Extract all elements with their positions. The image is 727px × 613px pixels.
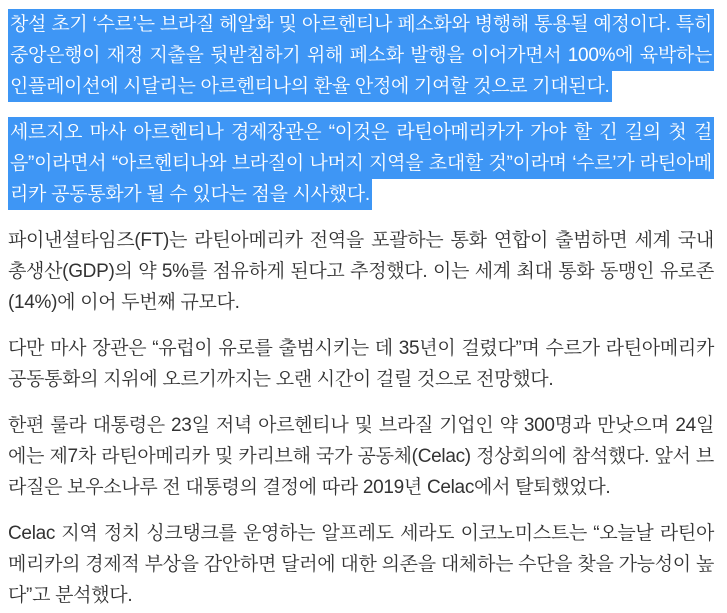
article-paragraph	[8, 117, 714, 210]
paragraph-text-selected: 창설 초기 ‘수르’는 브라질 헤알화 및 아르헨티나 페소화와 병행해 통용될 예정이다. 특히 중앙은행이 재정 지출을 뒷받침하기 위해 페소화 발행을 이어가면서 100%에 육박하는 인플레이션에 시달리는 아르헨티나의 환율 안정에 기여할 것으로 기대된다.	[8, 9, 714, 102]
paragraph-text: Celac 지역 정치 싱크탱크를 운영하는 알프레도 세라도 이코노미스트는 “오늘날 라틴아메리카의 경제적 부상을 감안하면 달러에 대한 의존을 대체하는 수단을 찾을 가능성이 높다”고 분석했다.	[8, 523, 714, 606]
article-paragraph	[8, 333, 714, 395]
paragraph-text: 한편 룰라 대통령은 23일 저녁 아르헨티나 및 브라질 기업인 약 300명과 만낫으며 24일에는 제7차 라틴아메리카 및 카리브해 국가 공동체(Celac) 정상회의에 참석했다. 앞서 브라질은 보우소나루 전 대통령의 결정에 따라 2019년 Celac에서 탈퇴했었다.	[8, 415, 714, 498]
article-paragraph	[8, 410, 714, 503]
article-paragraph	[8, 518, 714, 611]
paragraph-text: 파이낸셜타임즈(FT)는 라틴아메리카 전역을 포괄하는 통화 연합이 출범하면 세계 국내총생산(GDP)의 약 5%를 점유하게 된다고 추정했다. 이는 세계 최대 통화 동맹인 유로존(14%)에 이어 두번째 규모다.	[8, 230, 714, 313]
paragraph-text: 다만 마사 장관은 “유럽이 유로를 출범시키는 데 35년이 걸렸다”며 수르가 라틴아메리카 공동통화의 지위에 오르기까지는 오랜 시간이 걸릴 것으로 전망했다.	[8, 338, 714, 390]
article-paragraph	[8, 9, 714, 102]
paragraph-text-selected: 세르지오 마사 아르헨티나 경제장관은 “이것은 라틴아메리카가 가야 할 긴 길의 첫 걸음”이라면서 “아르헨티나와 브라질이 나머지 지역을 초대할 것”이라며 ‘수르’가 라틴아메리카 공동통화가 될 수 있다는 점을 시사했다.	[8, 117, 714, 210]
article-paragraph	[8, 225, 714, 318]
